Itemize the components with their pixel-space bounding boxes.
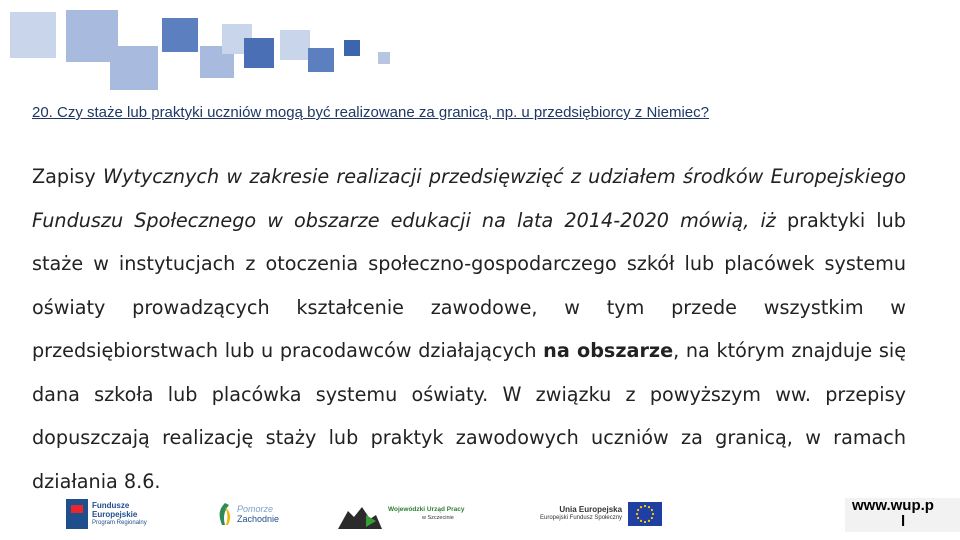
website-link-text[interactable]: www.wup.p xyxy=(852,497,934,514)
logo-wup xyxy=(336,495,464,533)
logo-text: Wojewódzki Urząd Pracy xyxy=(388,506,465,513)
logo-text: Unia Europejska xyxy=(559,505,623,514)
logo-text: Zachodnie xyxy=(237,514,280,524)
answer-paragraph xyxy=(32,155,906,503)
square xyxy=(344,40,360,56)
square xyxy=(10,12,56,58)
fe-logo-icon xyxy=(66,499,88,529)
logo-text: Europejski Fundusz Społeczny xyxy=(540,515,623,521)
logo-text: Europejskie xyxy=(92,509,138,519)
square xyxy=(280,30,310,60)
logo-text: Fundusze xyxy=(92,500,130,510)
logo-text: Program Regionalny xyxy=(92,519,147,526)
logos-bar xyxy=(0,495,960,535)
square xyxy=(110,46,158,90)
square xyxy=(378,52,390,64)
website-link-text[interactable]: l xyxy=(901,513,906,530)
logo-fundusze-europejskie xyxy=(66,495,147,533)
square xyxy=(244,38,274,68)
answer-text: , na którym znajduje się dana szkoła lub placówka systemu oświaty. W związku z powyższym ww. przepisy dopuszczają realizację staży lub praktyk zawodowych uczniów za granicą, w ramach działania 8.6. xyxy=(32,339,907,493)
eu-flag-icon xyxy=(628,502,662,526)
question-heading: 20. Czy staże lub praktyki uczniów mogą być realizowane za granicą, np. u przedsiębiorcy z Niemiec? xyxy=(32,104,709,121)
wup-logo-icon xyxy=(336,501,384,527)
square xyxy=(308,48,334,72)
logo-text: w Szczecinie xyxy=(422,515,454,521)
pz-logo-icon xyxy=(216,501,234,527)
answer-text: Zapisy xyxy=(32,165,104,188)
answer-text: praktyki lub staże w instytucjach z otoczenia społeczno-gospodarczego szkół lub placówek systemu oświaty prowadzących kształcenie zawodowe, w tym przede wszystkim w przedsiębiorstwach lub u pracodawców działających xyxy=(32,208,906,362)
logo-unia-europejska xyxy=(540,495,662,533)
answer-text-bold: na obszarze xyxy=(543,339,674,362)
logo-pomorze-zachodnie xyxy=(216,495,279,533)
answer-text-italic: Wytycznych w zakresie realizacji przedsięwzięć z udziałem środków Europejskiego Funduszu Społecznego w obszarze edukacji na lata 2014-2020 mówią, iż xyxy=(32,165,906,232)
website-link[interactable] xyxy=(845,498,960,532)
square xyxy=(162,18,198,52)
logo-text: Pomorze xyxy=(237,504,274,514)
